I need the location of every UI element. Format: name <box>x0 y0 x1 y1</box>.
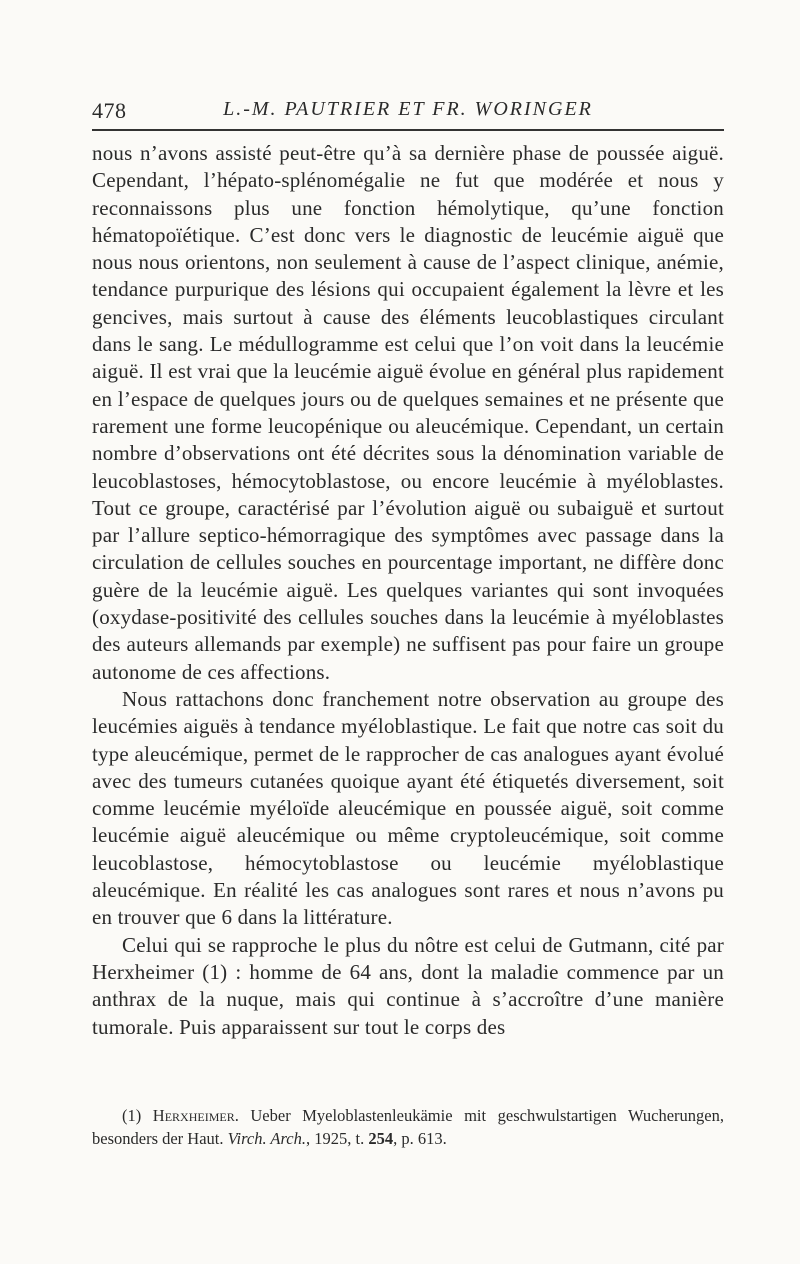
footnote-pages: , p. 613. <box>393 1129 447 1148</box>
footnote-volume: 254 <box>368 1129 394 1148</box>
footnote-marker: (1) <box>122 1106 142 1125</box>
footnote-title: Ueber Myeloblastenleukämie mit geschwulstartigen Wucherungen, besonders der Haut. <box>92 1106 725 1148</box>
footnote-author: Herxheimer. <box>152 1106 239 1125</box>
page-header <box>92 96 724 126</box>
paragraph: Celui qui se rapproche le plus du nôtre est celui de Gutmann, cité par Herxheimer (1) : homme de 64 ans, dont la maladie commence par un anthrax de la nuque, mais qui continue à s’accroître d’une manière tumorale. Puis apparaissent sur tout le corps des <box>92 932 724 1039</box>
body-text <box>92 140 724 1041</box>
footnote-journal: Virch. Arch. <box>227 1129 306 1148</box>
paragraph: nous n’avons assisté peut-être qu’à sa dernière phase de poussée aiguë. Cependant, l’hépato-splénomégalie ne fut que modérée et nous y reconnaissons plus une fonction hémolytique, qu’une fonction hématopoïétique. C’est donc vers le diagnostic de leucémie aiguë que nous nous orientons, non seulement à cause de l’aspect clinique, anémie, tendance purpurique des lésions qui occupaient également la lèvre et les gencives, mais surtout à cause des éléments leucoblastiques circulant dans le sang. Le médullogramme est celui que l’on voit dans la leucémie aiguë. Il est vrai que la leucémie aiguë évolue en général plus rapidement en l’espace de quelques jours ou de quelques semaines et ne présente que rarement une forme leucopénique ou aleucémique. Cependant, un certain nombre d’observations ont été décrites sous la dénomination variable de leucoblastoses, hémocytoblastose, ou encore leucémie à myéloblastes. Tout ce groupe, caractérisé par l’évolution aiguë ou subaiguë et surtout par l’allure septico-hémorragique des symptômes avec passage dans la circulation de cellules souches en pourcentage important, ne diffère donc guère de la leucémie aiguë. Les quelques variantes qui sont invoquées (oxydase-positivité des cellules souches dans la leucémie à myéloblastes des auteurs allemands par exemple) ne suffisent pas pour faire un groupe autonome de ces affections. <box>92 141 724 684</box>
footnote <box>92 1104 724 1150</box>
running-title: L.-M. PAUTRIER ET FR. WORINGER <box>223 98 593 120</box>
footnote-year: , 1925, t. <box>306 1129 365 1148</box>
page-number: 478 <box>92 98 127 123</box>
header-rule <box>92 129 724 131</box>
paragraph: Nous rattachons donc franchement notre observation au groupe des leucémies aiguës à tendance myéloblastique. Le fait que notre cas soit du type aleucémique, permet de le rapprocher de cas analogues ayant évolué avec des tumeurs cutanées quoique ayant été étiquetés diversement, soit comme leucémie myéloïde aleucémique en poussée aiguë, soit comme leucémie aiguë aleucémique ou même cryptoleucémique, soit comme leucoblastose, hémocytoblastose ou leucémie myéloblastique aleucémique. En réalité les cas analogues sont rares et nous n’avons pu en trouver que 6 dans la littérature. <box>92 686 724 930</box>
